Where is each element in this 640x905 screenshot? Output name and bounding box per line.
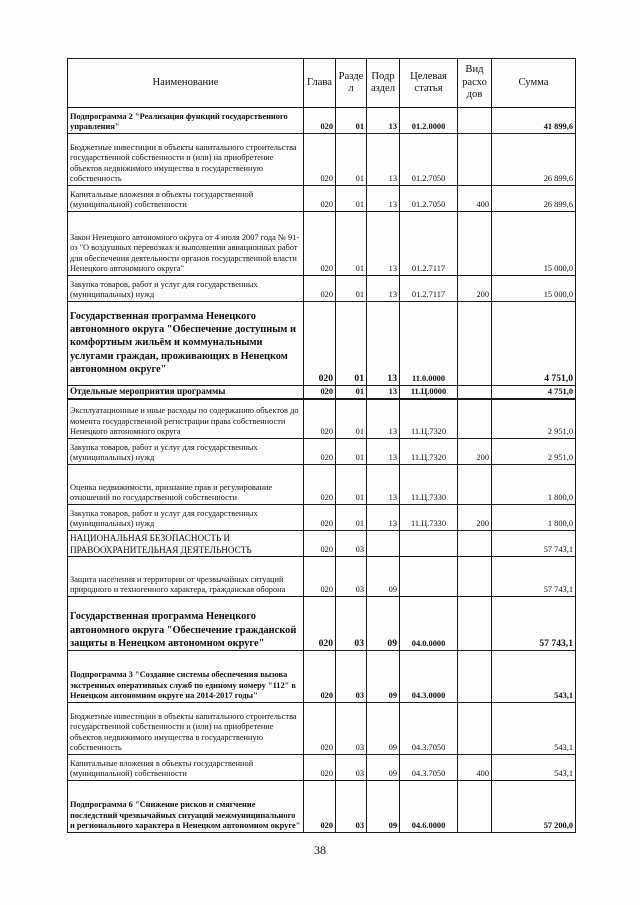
row-summa: 57 743,1 [492,531,576,557]
row-statya: 04.3.0000 [400,651,458,703]
row-summa: 2 951,0 [492,439,576,465]
row-summa: 26 899,6 [492,134,576,186]
row-statya [400,531,458,557]
table-row [68,755,576,781]
row-vid [458,399,492,439]
row-name: НАЦИОНАЛЬНАЯ БЕЗОПАСНОСТЬ И ПРАВООХРАНИТЕЛЬНАЯ ДЕЯТЕЛЬНОСТЬ [68,531,304,557]
row-podrazdel: 09 [367,703,400,755]
row-vid [458,531,492,557]
row-razdel: 03 [336,651,367,703]
table-row [68,439,576,465]
row-glava: 020 [304,386,336,399]
row-vid [458,465,492,505]
row-razdel: 03 [336,531,367,557]
row-summa: 57 200,0 [492,781,576,833]
row-summa: 543,1 [492,651,576,703]
table-header-row [68,59,576,108]
row-name: Отдельные мероприятия программы [68,386,304,399]
row-podrazdel: 09 [367,597,400,651]
row-statya: 11.Ц.7320 [400,439,458,465]
row-razdel: 01 [336,465,367,505]
row-statya: 11.Ц.7320 [400,399,458,439]
row-glava: 020 [304,439,336,465]
row-razdel: 01 [336,108,367,134]
row-statya: 01.2.0000 [400,108,458,134]
row-podrazdel: 13 [367,302,400,386]
table-row [68,505,576,531]
row-statya: 04.0.0000 [400,597,458,651]
row-podrazdel: 13 [367,108,400,134]
row-summa: 2 951,0 [492,399,576,439]
row-vid: 200 [458,439,492,465]
page-number: 38 [314,843,326,857]
row-summa: 41 899,6 [492,108,576,134]
row-statya: 01.2.7117 [400,276,458,302]
row-glava: 020 [304,781,336,833]
row-statya: 01.2.7050 [400,186,458,212]
row-summa: 57 743,1 [492,557,576,597]
row-statya: 04.3.7050 [400,755,458,781]
table-row [68,597,576,651]
row-razdel: 01 [336,302,367,386]
row-podrazdel: 13 [367,212,400,276]
row-summa: 1 800,0 [492,505,576,531]
row-name: Подпрограмма 3 "Создание системы обеспечения вызова экстренных оперативных служб по единому номеру "112" в Ненецком автономном округе на 2014-2017 годы" [68,651,304,703]
row-statya: 01.2.7117 [400,212,458,276]
table-row [68,703,576,755]
budget-table [67,58,576,833]
table-row [68,531,576,557]
row-statya: 04.3.7050 [400,703,458,755]
row-name: Государственная программа Ненецкого автономного округа "Обеспечение гражданской защиты в Ненецком автономном округе" [68,597,304,651]
row-podrazdel: 13 [367,386,400,399]
row-glava: 020 [304,531,336,557]
row-summa: 4 751,0 [492,302,576,386]
row-podrazdel: 13 [367,134,400,186]
row-razdel: 01 [336,439,367,465]
row-vid [458,651,492,703]
row-glava: 020 [304,465,336,505]
row-name: Закупка товаров, работ и услуг для государственных (муниципальных) нужд [68,505,304,531]
row-vid: 400 [458,755,492,781]
row-statya: 11.Ц.7330 [400,465,458,505]
row-summa: 57 743,1 [492,597,576,651]
row-name: Закупка товаров, работ и услуг для государственных (муниципальных) нужд [68,439,304,465]
row-razdel: 01 [336,399,367,439]
row-glava: 020 [304,703,336,755]
row-name: Оценка недвижимости, признание прав и регулирование отношений по государственной собственности [68,465,304,505]
row-razdel: 03 [336,557,367,597]
row-vid [458,108,492,134]
table-row [68,276,576,302]
table-row [68,557,576,597]
row-name: Бюджетные инвестиции в объекты капитального строительства государственной собственности и (или) на приобретение объектов недвижимого имущества в государственную собственность [68,703,304,755]
row-glava: 020 [304,505,336,531]
row-name: Эксплуатационные и иные расходы по содержанию объектов до момента государственной регистрации права собственности Ненецкого автономного округа [68,399,304,439]
header-statya: Целевая статья [400,59,458,108]
header-name: Наименование [68,59,304,108]
table-row [68,781,576,833]
row-glava: 020 [304,302,336,386]
row-razdel: 01 [336,276,367,302]
table-row [68,399,576,439]
row-name: Подпрограмма 2 "Реализация функций государственного управления" [68,108,304,134]
row-podrazdel: 13 [367,276,400,302]
row-podrazdel: 13 [367,439,400,465]
row-razdel: 03 [336,703,367,755]
row-name: Капитальные вложения в объекты государственной (муниципальной) собственности [68,755,304,781]
row-podrazdel: 13 [367,505,400,531]
row-glava: 020 [304,651,336,703]
header-podrazdel: Подр аздел [367,59,400,108]
row-podrazdel: 09 [367,755,400,781]
row-vid [458,302,492,386]
row-glava: 020 [304,557,336,597]
row-name: Капитальные вложения в объекты государственной (муниципальной) собственности [68,186,304,212]
row-razdel: 01 [336,386,367,399]
row-podrazdel: 09 [367,651,400,703]
row-vid [458,212,492,276]
row-razdel: 03 [336,755,367,781]
table-row [68,186,576,212]
row-podrazdel: 13 [367,465,400,505]
row-glava: 020 [304,597,336,651]
row-summa: 15 000,0 [492,212,576,276]
row-name: Защита населения и территории от чрезвычайных ситуаций природного и техногенного характера, гражданская оборона [68,557,304,597]
table-row [68,134,576,186]
row-glava: 020 [304,276,336,302]
row-glava: 020 [304,755,336,781]
row-statya: 01.2.7050 [400,134,458,186]
row-glava: 020 [304,134,336,186]
row-vid [458,597,492,651]
row-statya [400,557,458,597]
row-statya: 11.Ц.7330 [400,505,458,531]
row-summa: 543,1 [492,703,576,755]
row-vid [458,781,492,833]
row-podrazdel: 13 [367,399,400,439]
header-glava: Глава [304,59,336,108]
row-summa: 543,1 [492,755,576,781]
header-summa: Сумма [492,59,576,108]
header-razdel: Разде л [336,59,367,108]
row-vid [458,386,492,399]
row-name: Закон Ненецкого автономного округа от 4 июля 2007 года № 91-оз "О воздушных перевозках и выполнении авиационных работ для обеспечения деятельности органов государственной власти Ненецкого автономного округа" [68,212,304,276]
row-razdel: 03 [336,781,367,833]
row-podrazdel [367,531,400,557]
table-row [68,302,576,386]
row-name: Бюджетные инвестиции в объекты капитального строительства государственной собственности и (или) на приобретение объектов недвижимого имущества в государственную собственность [68,134,304,186]
row-name: Государственная программа Ненецкого автономного округа "Обеспечение доступным и комфортным жильём и коммунальными услугами граждан, проживающих в Ненецком автономном округе" [68,302,304,386]
row-summa: 1 800,0 [492,465,576,505]
row-glava: 020 [304,399,336,439]
table-row [68,212,576,276]
row-glava: 020 [304,186,336,212]
row-glava: 020 [304,108,336,134]
table-row [68,651,576,703]
row-statya: 11.0.0000 [400,302,458,386]
row-statya: 04.6.0000 [400,781,458,833]
row-vid: 200 [458,505,492,531]
row-summa: 15 000,0 [492,276,576,302]
row-statya: 11.Ц.0000 [400,386,458,399]
row-summa: 4 751,0 [492,386,576,399]
row-vid: 400 [458,186,492,212]
row-podrazdel: 13 [367,186,400,212]
row-razdel: 01 [336,505,367,531]
row-glava: 020 [304,212,336,276]
row-vid [458,703,492,755]
row-name: Подпрограмма 6 "Снижение рисков и смягчение последствий чрезвычайных ситуаций межмуниципального и регионального характера в Ненецком автономном округе" [68,781,304,833]
row-razdel: 03 [336,597,367,651]
row-vid [458,557,492,597]
row-vid [458,134,492,186]
row-summa: 26 899,6 [492,186,576,212]
row-name: Закупка товаров, работ и услуг для государственных (муниципальных) нужд [68,276,304,302]
header-vid: Вид расхо дов [458,59,492,108]
row-razdel: 01 [336,134,367,186]
row-podrazdel: 09 [367,781,400,833]
row-podrazdel: 09 [367,557,400,597]
table-row [68,108,576,134]
table-row [68,465,576,505]
row-razdel: 01 [336,186,367,212]
row-razdel: 01 [336,212,367,276]
table-row [68,386,576,399]
row-vid: 200 [458,276,492,302]
